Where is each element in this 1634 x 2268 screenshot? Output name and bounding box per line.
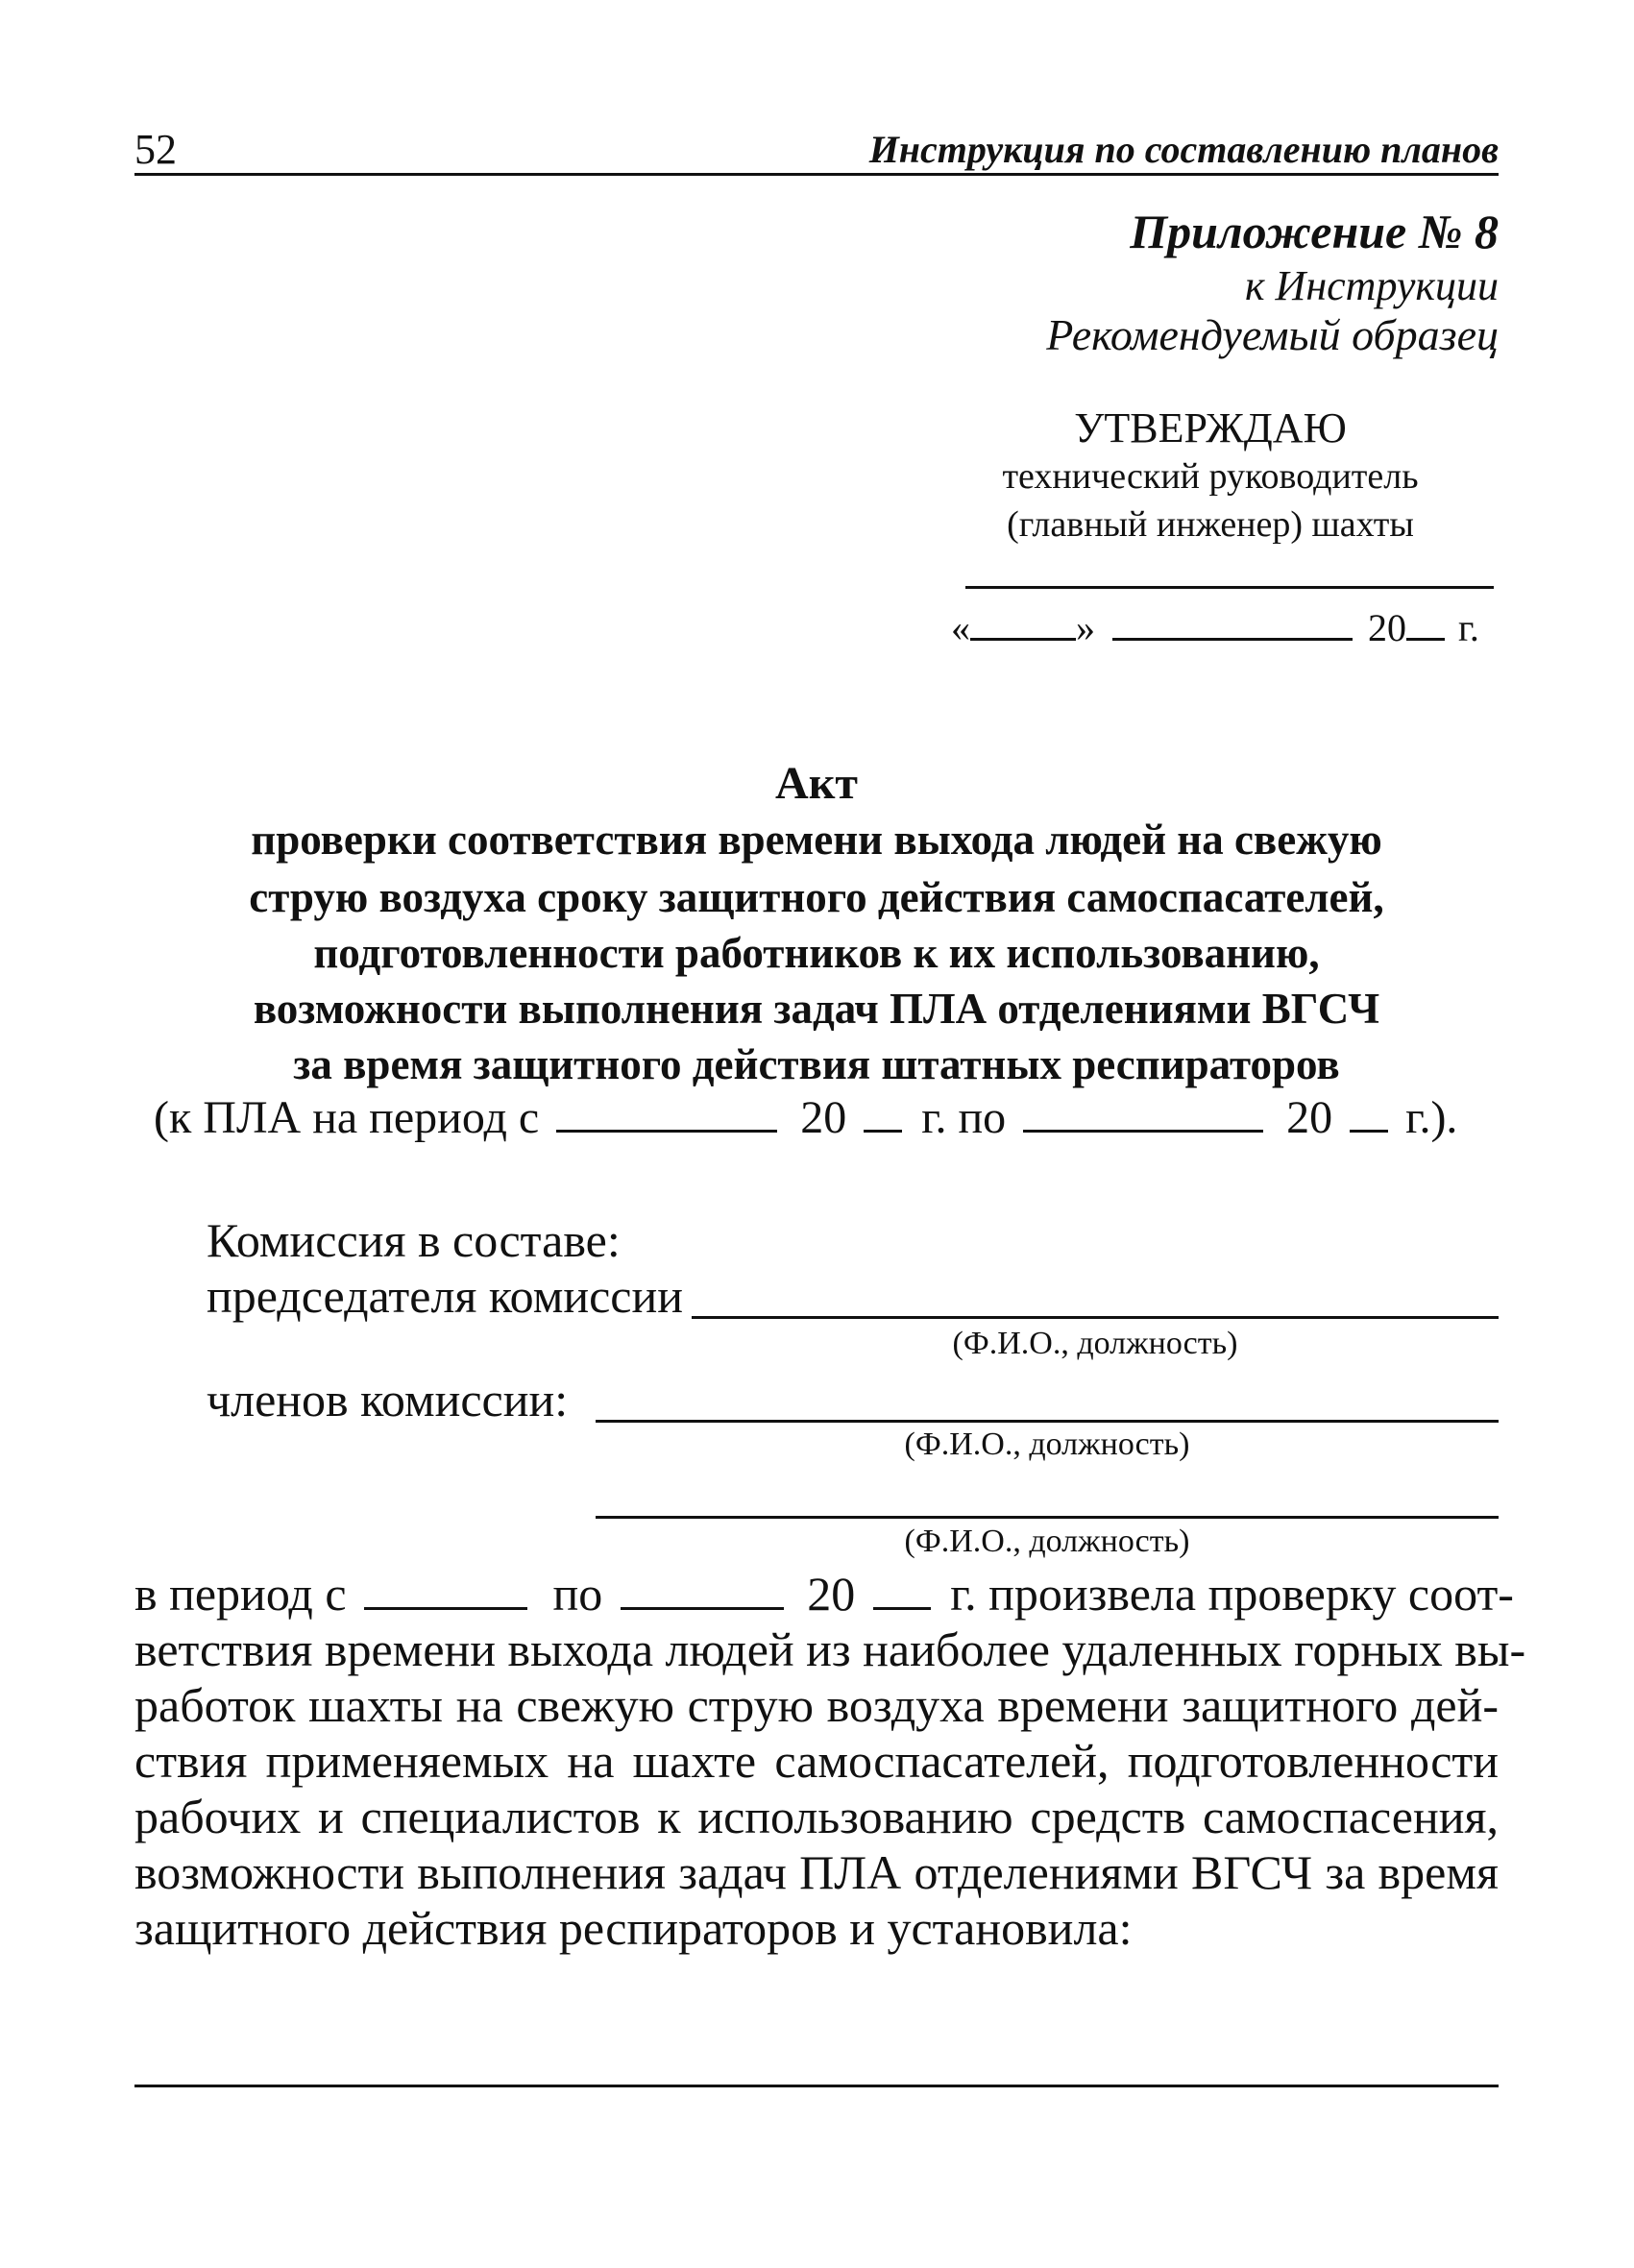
act-subtitle-line4: возможности выполнения задач ПЛА отделениями ВГСЧ [253, 985, 1380, 1033]
act-subtitle-line2: струю воздуха сроку защитного действия самоспасателей, [249, 873, 1384, 921]
chairman-caption: (Ф.И.О., должность) [952, 1326, 1238, 1361]
act-subtitle-line1: проверки соответствия времени выхода людей на свежую [251, 816, 1382, 864]
period-to-blank [1023, 1093, 1263, 1133]
period-year2: 20 [1286, 1092, 1333, 1143]
body-line1-end: г. произвела проверку соот- [950, 1567, 1514, 1621]
member2-caption: (Ф.И.О., должность) [904, 1524, 1190, 1559]
body-from-blank [364, 1569, 527, 1610]
appendix-to-instruction: к Инструкции [1244, 262, 1499, 309]
running-title: Инструкция по составлению планов [868, 128, 1499, 171]
period-year2-blank [1350, 1093, 1388, 1133]
recommended-sample: Рекомендуемый образец [1046, 310, 1499, 359]
approval-heading: УТВЕРЖДАЮ [1074, 404, 1347, 451]
page-number: 52 [134, 126, 177, 173]
approval-date-line [951, 605, 1479, 650]
body-to-blank [621, 1569, 784, 1610]
date-year-prefix: 20 [1368, 606, 1406, 649]
body-line-5: рабочих и специалистов к использованию средств самоспасения, [134, 1790, 1499, 1843]
body-period-to: по [552, 1567, 603, 1621]
commission-heading: Комиссия в составе: [207, 1213, 621, 1267]
body-line-6: возможности выполнения задач ПЛА отделениями ВГСЧ за время [134, 1845, 1499, 1899]
period-prefix: (к ПЛА на период с [154, 1092, 540, 1143]
period-mid: г. по [921, 1092, 1007, 1143]
body-year: 20 [807, 1567, 856, 1621]
body-line-7: защитного действия респираторов и установила: [134, 1901, 1133, 1955]
date-month-blank [1112, 607, 1353, 641]
date-open-quote: « [951, 606, 970, 649]
body-line-1 [134, 1566, 1514, 1622]
member1-blank [596, 1420, 1499, 1423]
members-label: членов комиссии: [207, 1373, 569, 1427]
body-period-from: в период с [134, 1567, 347, 1621]
body-line-2: ветствия времени выхода людей из наиболее удаленных горных вы- [134, 1622, 1526, 1676]
appendix-label: Приложение № 8 [1130, 205, 1499, 258]
member1-caption: (Ф.И.О., должность) [904, 1427, 1190, 1462]
body-line-3: работок шахты на свежую струю воздуха времени защитного дей- [134, 1678, 1499, 1732]
approval-position-line2: (главный инженер) шахты [1007, 504, 1414, 545]
approval-position-line1: технический руководитель [1002, 456, 1419, 497]
period-line [154, 1091, 1457, 1144]
act-subtitle-line3: подготовленности работников к их использованию, [313, 929, 1320, 977]
act-title: Акт [775, 758, 858, 809]
date-day-blank [970, 607, 1076, 641]
header-rule [134, 173, 1499, 176]
member2-blank [596, 1516, 1499, 1519]
approval-signature-line [965, 586, 1494, 589]
body-year-blank [873, 1569, 931, 1610]
date-year-suffix: г. [1458, 606, 1479, 649]
bottom-rule [134, 2085, 1499, 2087]
period-year1-blank [864, 1093, 902, 1133]
period-year1: 20 [800, 1092, 847, 1143]
date-close-quote: » [1076, 606, 1095, 649]
body-line-4: ствия применяемых на шахте самоспасателей, подготовленности [134, 1734, 1499, 1788]
act-subtitle-line5: за время защитного действия штатных респираторов [293, 1040, 1340, 1088]
date-year-blank [1406, 607, 1445, 641]
period-suffix: г.). [1405, 1092, 1458, 1143]
chairman-blank [692, 1316, 1499, 1319]
period-from-blank [556, 1093, 777, 1133]
chairman-label: председателя комиссии [207, 1269, 683, 1323]
